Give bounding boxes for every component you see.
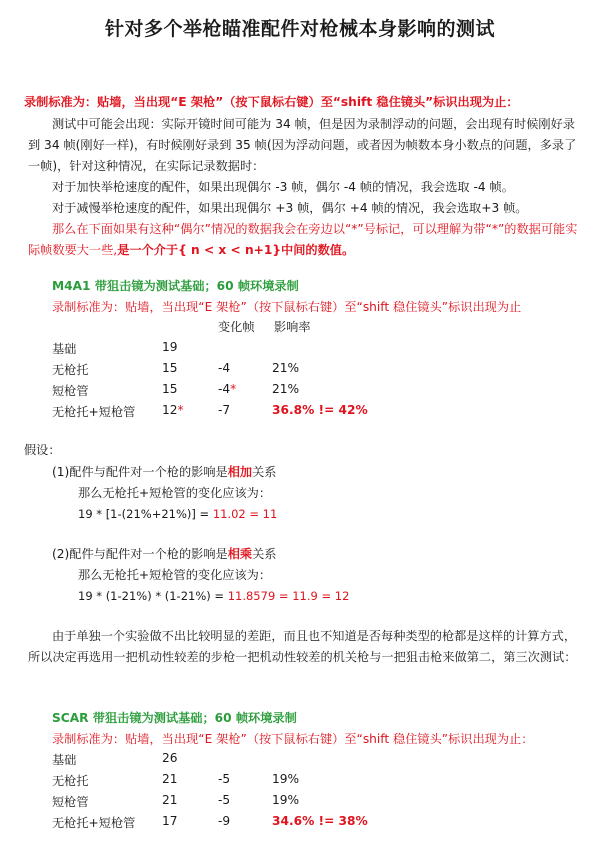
m4a1-col-change: 变化帧 [218,320,255,334]
uncertain-star-mark: * [177,403,184,417]
hypothesis-2-line2: 那么无枪托+短枪管的变化应该为： [78,568,272,582]
hypothesis-1-formula-text: 19 * [1-(21%+21%)] = [78,507,213,521]
m4a1-change-value: -4 [218,382,231,396]
hypothesis-1-keyword: 相加 [227,465,253,479]
hypothesis-2-formula-text: 19 * (1-21%) * (1-21%) = [78,589,228,603]
hypothesis-2-prefix: (2)配件与配件对一个枪的影响是 [52,547,228,561]
scar-row-frames: 17 [162,814,178,828]
m4a1-row-name: 无枪托+短枪管 [52,405,136,419]
hypothesis-label: 假设： [24,443,61,457]
scar-row-name: 基础 [52,753,77,767]
m4a1-row-rate: 21% [272,382,300,396]
m4a1-row-change [218,382,236,396]
hypothesis-1-result: 11.02 = 11 [212,507,278,521]
conclusion-paragraph: 由于单独一个实验做不出比较明显的差距，而且也不知道是否每种类型的枪都是这样的计算方式，所以决定再选用一把机动性较差的步枪一把机动性较差的机关枪与一把狙击枪来做第二，第三次测试： [28,629,577,664]
m4a1-row-change: -4 [218,361,231,375]
m4a1-row-name: 无枪托 [52,363,89,377]
hypothesis-1-line2: 那么无枪托+短枪管的变化应该为： [78,486,272,500]
m4a1-frames-value: 12 [162,403,178,417]
rule-decelerate: 对于减慢举枪速度的配件，如果出现偶尔 +3 帧，偶尔 +4 帧的情况，我会选取+3 帧。 [52,201,528,215]
scar-row-change: -5 [218,793,231,807]
rule-accelerate: 对于加快举枪速度的配件，如果出现偶尔 -3 帧，偶尔 -4 帧的情况，我会选取 -4 帧。 [52,180,514,194]
m4a1-row-frames: 15 [162,361,178,375]
scar-heading: SCAR 带狙击镜为测试基础；60 帧环境录制 [52,711,297,725]
uncertain-star-mark: * [230,382,237,396]
hypothesis-1-suffix: 关系 [252,465,277,479]
scar-row-change: -5 [218,772,231,786]
scar-row-frames: 21 [162,772,178,786]
hypothesis-2-suffix: 关系 [252,547,277,561]
hypothesis-1-prefix: (1)配件与配件对一个枪的影响是 [52,465,228,479]
scar-row-frames: 26 [162,751,178,765]
hypothesis-2-result: 11.8579 = 11.9 = 12 [227,589,350,603]
m4a1-standard: 录制标准为：贴墙，当出现“E 架枪”（按下鼠标右键）至“shift 稳住镜头”标识出现为止 [52,300,522,314]
m4a1-col-rate: 影响率 [274,320,311,334]
hypothesis-2-line [52,544,276,565]
m4a1-row-name: 短枪管 [52,384,89,398]
scar-row-name: 短枪管 [52,795,89,809]
scar-row-change: -9 [218,814,231,828]
hypothesis-1-formula [78,504,277,525]
scar-row-rate: 19% [272,793,300,807]
m4a1-row-name: 基础 [52,342,77,356]
scar-row-rate: 19% [272,772,300,786]
scar-row-frames: 21 [162,793,178,807]
star-note [28,219,580,261]
scar-row-name: 无枪托+短枪管 [52,816,136,830]
scar-row-name: 无枪托 [52,774,89,788]
m4a1-heading: M4A1 带狙击镜为测试基础；60 帧环境录制 [52,279,299,293]
m4a1-row-rate: 36.8% != 42% [272,403,368,417]
m4a1-row-frames [162,403,184,417]
m4a1-row-change: -7 [218,403,231,417]
m4a1-row-frames: 15 [162,382,178,396]
page-title: 针对多个举枪瞄准配件对枪械本身影响的测试 [104,18,495,40]
hypothesis-2-formula [78,586,349,607]
scar-standard: 录制标准为：贴墙，当出现“E 架枪”（按下鼠标右键）至“shift 稳住镜头”标识出现为止： [52,732,534,746]
intro-paragraph: 测试中可能会出现：实际开镜时间可能为 34 帧，但是因为录制浮动的问题，会出现有时候刚好录到 34 帧(刚好一样)，有时候刚好录到 35 帧(因为浮动问题，或者因为帧数本身小数点的问题，多录了一帧)，针对这种情况，在实际记录数据时： [28,117,577,173]
m4a1-row-rate: 21% [272,361,300,375]
standard-heading: 录制标准为：贴墙，当出现“E 架枪”（按下鼠标右键）至“shift 稳住镜头”标识出现为止： [24,95,519,109]
scar-row-rate: 34.6% != 38% [272,814,368,828]
star-note-range: 是一个介于{ n < x < n+1}中间的数值。 [117,243,355,257]
hypothesis-2-keyword: 相乘 [227,547,253,561]
star-note-text: 那么在下面如果有这种“偶尔”情况的数据我会在旁边以“*”号标记，可以理解为带“*”的数据可能实际帧数要大一些, [28,222,578,257]
m4a1-row-frames: 19 [162,340,178,354]
hypothesis-1-line [52,462,276,483]
